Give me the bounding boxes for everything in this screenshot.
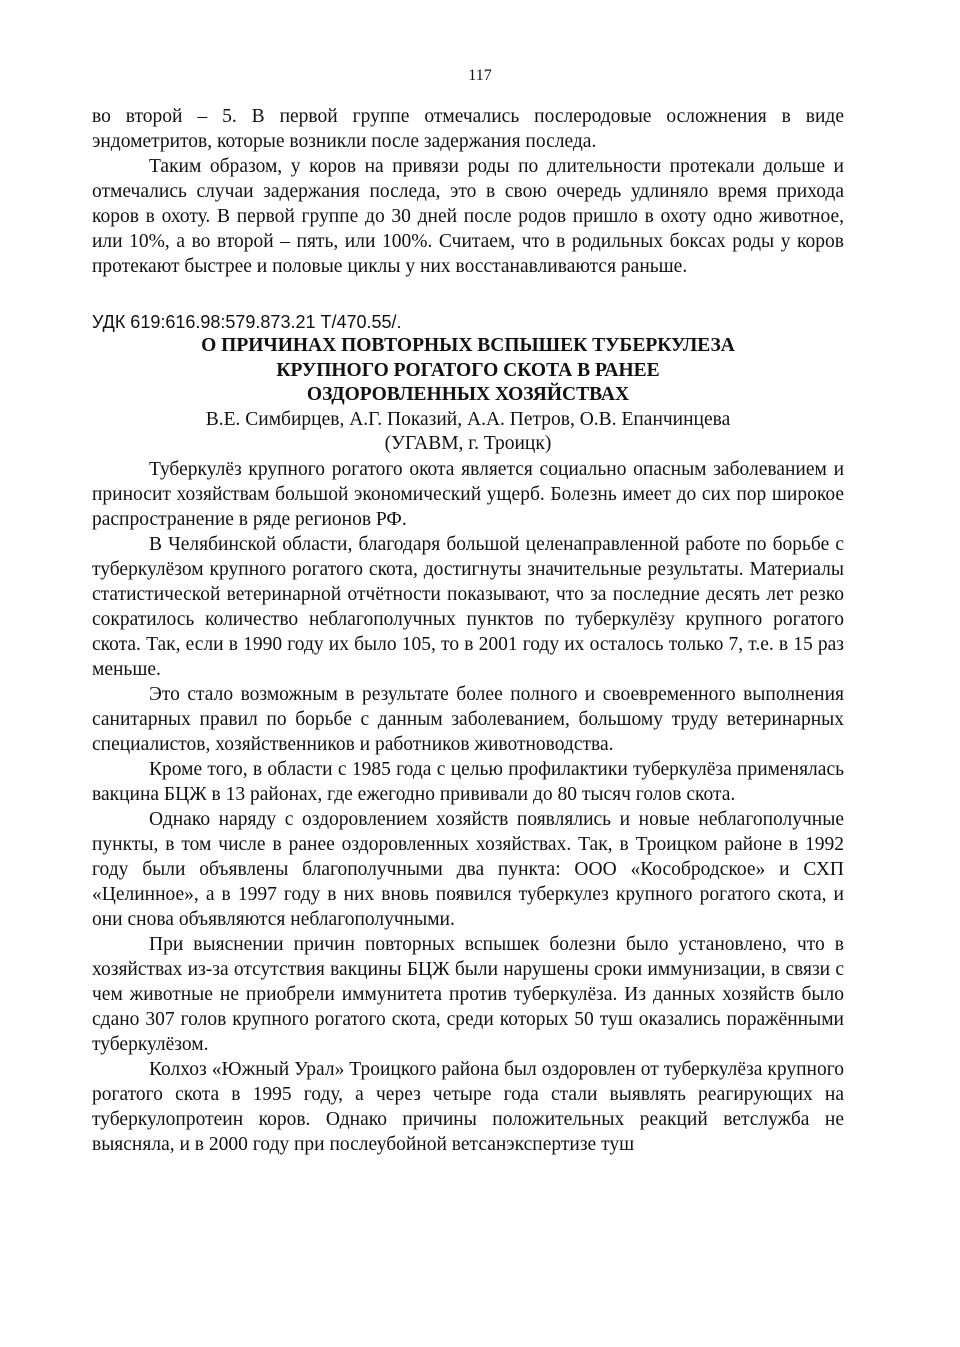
- title-line: ОЗДОРОВЛЕННЫХ ХОЗЯЙСТВАХ: [306, 384, 630, 405]
- title-line: КРУПНОГО РОГАТОГО СКОТА В РАНЕЕ: [276, 359, 660, 381]
- page-number: 117: [468, 67, 492, 84]
- paragraph: Туберкулёз крупного рогатого окота является социально опасным заболеванием и приносит хозяйствам большой экономический ущерб. Болезнь имеет до сих пор широкое распространение в ряде регионов РФ.: [92, 458, 844, 530]
- paragraph: В Челябинской области, благодаря большой целенаправленной работе по борьбе с туберкулёзом крупного рогатого скота, достигнуты значительные результаты. Материалы статистической ветеринарной отчётности показывают, что за последние десять лет резко сократилось количество неблагополучных пунктов по туберкулёзу крупного рогатого скота. Так, если в 1990 году их было 105, то в 2001 году их осталось только 7, т.е. в 15 раз меньше.: [92, 533, 844, 680]
- article-title: [92, 334, 844, 408]
- previous-article-ending: [92, 104, 844, 279]
- paragraph: Таким образом, у коров на привязи роды по длительности протекали дольше и отмечались случаи задержания последа, это в свою очередь удлиняло время прихода коров в охоту. В первой группе до 30 дней после родов пришло в охоту одно животное, или 10%, а во второй – пять, или 100%. Считаем, что в родильных боксах роды у коров протекают быстрее и половые циклы у них восстанавливаются раньше.: [92, 156, 844, 277]
- paragraph: во второй – 5. В первой группе отмечались послеродовые осложнения в виде эндометритов, которые возникли после задержания последа.: [92, 106, 844, 152]
- affiliation: (УГАВМ, г. Троицк): [384, 433, 552, 454]
- paragraph: Однако наряду с оздоровлением хозяйств появлялись и новые неблагополучные пункты, в том числе в ранее оздоровленных хозяйствах. Так, в Троицком районе в 1992 году были объявлены благополучными два пункта: ООО «Кособродское» и СХП «Целинное», а в 1997 году в них вновь появился туберкулез крупного рогатого скота, и они снова объявляются неблагополучными.: [92, 808, 844, 930]
- udc-code: УДК 619:616.98:579.873.21 Т/470.55/.: [92, 312, 402, 332]
- article: [92, 311, 844, 1157]
- text-column: [92, 104, 844, 1157]
- paragraph: Колхоз «Южный Урал» Троицкого района был оздоровлен от туберкулёза крупного рогатого скота в 1995 году, а через четыре года стали выявлять реагирующих на туберкулопротеин коров. Однако причины положительных реакций ветслужба не выясняла, и в 2000 году при послеубойной ветсанэкспертизе туш: [92, 1058, 844, 1155]
- title-line: О ПРИЧИНАХ ПОВТОРНЫХ ВСПЫШЕК ТУБЕРКУЛЕЗА: [201, 335, 735, 356]
- paragraph: Это стало возможным в результате более полного и своевременного выполнения санитарных правил по борьбе с данным заболеванием, большому труду ветеринарных специалистов, хозяйственников и работников животноводства.: [92, 683, 844, 755]
- paragraph: Кроме того, в области с 1985 года с целью профилактики туберкулёза применялась вакцина БЦЖ в 13 районах, где ежегодно прививали до 80 тысяч голов скота.: [92, 758, 844, 805]
- authors: В.Е. Симбирцев, А.Г. Показий, А.А. Петров, О.В. Епанчинцева: [205, 408, 731, 430]
- paragraph: При выяснении причин повторных вспышек болезни было установлено, что в хозяйствах из-за отсутствия вакцины БЦЖ были нарушены сроки иммунизации, в связи с чем животные не приобрели иммунитета против туберкулёза. Из данных хозяйств было сдано 307 голов крупного рогатого скота, среди которых 50 туш оказались поражёнными туберкулёзом.: [92, 933, 844, 1055]
